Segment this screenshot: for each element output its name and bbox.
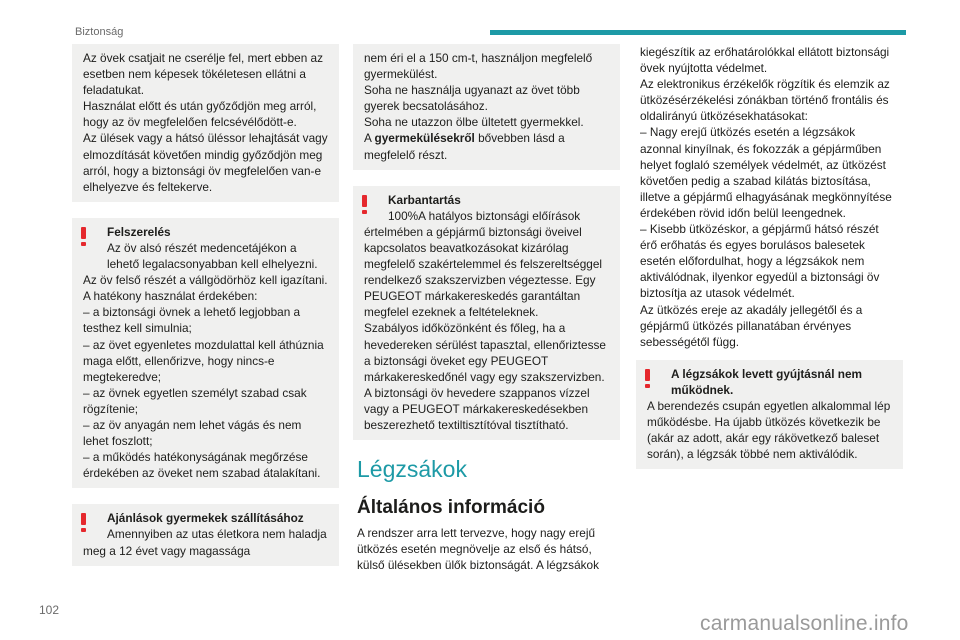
paragraph: Az öv felső részét a vállgödörhöz kell igazítani.: [83, 273, 328, 288]
warning-title: Felszerelés: [107, 224, 171, 239]
paragraph: nem éri el a 150 cm-t, használjon megfelelő gyermekülést.: [364, 51, 593, 82]
list-item: – a biztonsági övnek a lehető legjobban a testhez kell simulnia;: [83, 305, 301, 336]
column-3: [636, 44, 903, 485]
warning-title: Karbantartás: [388, 192, 461, 207]
paragraph: Az elektronikus érzékelők rögzítik és elemzik az ütközésérzékelési zónákban történő frontális és oldalirányú ütközésekhatásokat:: [640, 77, 890, 124]
ref-text: A: [364, 131, 375, 146]
warning-box-maintenance: [353, 186, 620, 440]
paragraph: Az övek csatjait ne cserélje fel, mert ebben az esetben nem képesek tökéletesen ellátni a feladatukat.: [83, 51, 323, 98]
paragraph: A berendezés csupán egyetlen alkalommal lép működésbe. Ha újabb ütközés következik be (akár az adott, akár egy rákövetkező baleset során), a légzsák többé nem aktiválódik.: [647, 398, 891, 462]
ref-text: bővebben lásd a megfelelő részt.: [364, 131, 565, 162]
info-box-child-seat: [353, 44, 620, 170]
header-section-title: Biztonság: [75, 26, 124, 38]
paragraph: [364, 208, 609, 321]
warning-exclamation-icon: [362, 195, 367, 214]
warning-box-child-transport: [72, 504, 339, 565]
list-item: – az öv anyagán nem lehet vágás és nem lehet foszlott;: [83, 417, 302, 449]
body-text: [353, 525, 620, 573]
paragraph: Használat előtt és után győződjön meg arról, hogy az öv megfelelően felcsévélődött-e.: [83, 99, 317, 130]
section-title: Légzsákok: [357, 456, 467, 483]
paragraph: A hatékony használat érdekében:: [83, 289, 258, 304]
warning-exclamation-icon: [81, 513, 86, 532]
page-number: 102: [39, 603, 60, 617]
body-text: [636, 44, 903, 350]
list-item: – az övnek egyetlen személyt szabad csak rögzítenie;: [83, 385, 307, 416]
paragraph-text: Amennyiben az utas életkora nem haladja meg a 12 évet vagy magassága: [83, 527, 327, 558]
subsection-title: Általános információ: [357, 497, 545, 519]
paragraph: Az ülések vagy a hátsó üléssor lehajtását vagy elmozdítását követően mindig győződjön meg arról, hogy a biztonsági öv megfelelően van-e elhelyezve és feltekerve.: [83, 131, 328, 194]
paragraph: Az ütközés ereje az akadály jellegétől és a gépjármű ütközés pillanatában érvényes sebességétől függ.: [640, 302, 863, 349]
warning-title: Ajánlások gyermekek szállításához: [107, 511, 304, 526]
watermark: carmanualsonline.info: [700, 612, 909, 635]
warning-exclamation-icon: [81, 227, 86, 246]
paragraph: Soha ne utazzon ölbe ültetett gyermekkel.: [364, 115, 584, 130]
list-item: – az övet egyenletes mozdulattal kell áthúznia maga előtt, ellenőrizve, hogy nincs-e megtekeredve;: [83, 337, 324, 384]
paragraph-text: 100%A hatályos biztonsági előírások értelmében a gépjármű biztonsági öveivel kapcsolatos beavatkozásokat kizárólag megfelelő szakértelemmel és felszereltséggel rendelkező szakszervizben végeztesse. Egy PEUGEOT márkakereskedés garantáltan megfelel ezeknek a feltételeknek.: [364, 208, 603, 320]
column-1: [72, 44, 339, 582]
paragraph: A rendszer arra lett tervezve, hogy nagy erejű ütközés esetén megnövelje az első és hátsó, külső ülésekben ülők biztonságát. A légzsákok: [357, 526, 599, 573]
list-item: – Nagy erejű ütközés esetén a légzsákok azonnal kinyílnak, és fokozzák a gépjárműben helyet foglaló személyek védelmét, az ütközést követően pedig a szabad kilátás biztosítása, illetve a gépjármű elhagyásának megkönnyítése érdekében rövid időn belül leengednek.: [640, 125, 892, 220]
paragraph: [83, 526, 328, 558]
paragraph-reference: [364, 130, 609, 162]
info-box-seatbelt-use: [72, 44, 339, 202]
warning-box-installation: [72, 218, 339, 489]
list-item: – Kisebb ütközéskor, a gépjármű hátsó részét érő erőhatás és egyes borulásos balesetek esetén előfordulhat, hogy a légzsákok nem aktiválódnak, ilyenkor egyedül a biztonsági öv biztosítja az utasok védelmét.: [640, 222, 880, 301]
paragraph: Az öv alsó részét medencetájékon a lehető legalacsonyabban kell elhelyezni.: [107, 240, 318, 272]
paragraph: Szabályos időközönként és főleg, ha a hevedereken sérülést tapasztal, ellenőriztesse a biztonsági öveket egy PEUGEOT márkakereskedőnél vagy egy szakszervizben.: [364, 321, 606, 384]
paragraph: A biztonsági öv hevedere szappanos vízzel vagy a PEUGEOT márkakereskedésekben beszerezhető textiltisztítóval tisztítható.: [364, 385, 590, 432]
warning-title: A légzsákok levett gyújtásnál nem működnek.: [671, 366, 863, 397]
warning-box-airbag-ignition: [636, 360, 903, 470]
column-2: [353, 44, 620, 573]
header-accent-bar: [490, 30, 906, 35]
warning-exclamation-icon: [645, 369, 650, 388]
list-item: – a működés hatékonyságának megőrzése érdekében az öveket nem szabad átalakítani.: [83, 450, 321, 481]
paragraph: kiegészítik az erőhatárolókkal ellátott biztonsági övek nyújtotta védelmet.: [640, 45, 890, 76]
ref-link-child-seats[interactable]: gyermekülésekről: [374, 131, 475, 146]
paragraph: Soha ne használja ugyanazt az övet több gyerek becsatolásához.: [364, 83, 580, 114]
